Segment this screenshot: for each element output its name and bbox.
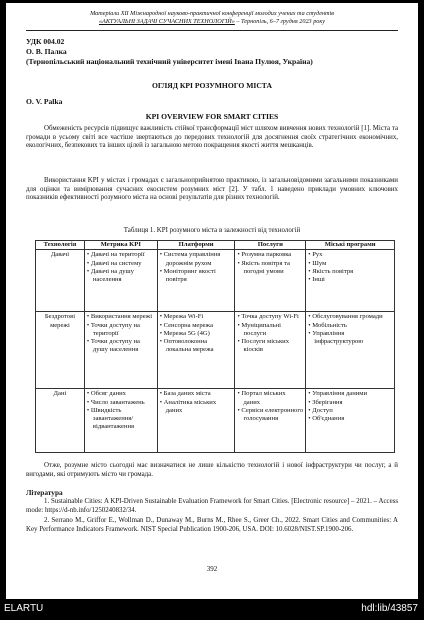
list-item: • Система управління дорожнім рухом — [160, 251, 233, 268]
table-header-row — [36, 241, 395, 250]
col-header: Міські програми — [306, 241, 395, 250]
list-item: • Рух — [308, 251, 392, 259]
conference-title: «АКТУАЛЬНІ ЗАДАЧІ СУЧАСНИХ ТЕХНОЛОГІЙ» — [98, 18, 235, 25]
list-item: • Швидкість завантаження/ відвантаження — [87, 407, 155, 432]
conference-date: – Тернопіль, 6–7 грудня 2023 року — [234, 18, 326, 25]
paragraph-3: Отже, розумне місто сьогодні має визначатися не лише кількістю технологій і нової інфраструктури чи послуг, а й вигодами, які отримують місто чи громада. — [26, 462, 398, 478]
tech-cell: Бездротові мережі — [36, 312, 85, 389]
list-item: • Шум — [308, 260, 392, 268]
list-item: • Давачі на території — [87, 251, 155, 259]
handle-id: hdl:lib/43857 — [361, 603, 418, 614]
list-item: • Мобільність — [308, 322, 392, 330]
list-item: • Муніципальні послуги — [237, 322, 303, 339]
list-item: • Точка доступу Wi-Fi — [237, 313, 303, 321]
title-ua: ОГЛЯД КРІ РОЗУМНОГО МІСТА — [152, 81, 272, 90]
running-header — [26, 10, 398, 26]
tech-cell: Давачі — [36, 250, 85, 312]
services-cell — [235, 389, 306, 453]
list-item: • База даних міста — [160, 390, 233, 398]
kpi-cell — [84, 389, 157, 453]
list-item: • Мережа 5G (4G) — [160, 330, 233, 338]
repository-name: ELARTU — [4, 603, 44, 614]
author-ua: О. В. Палка — [26, 47, 67, 56]
list-item: • Управління інфраструктурою — [308, 330, 392, 347]
list-item: • Обсяг даних — [87, 390, 155, 398]
udk-code: УДК 004.02 — [26, 37, 65, 46]
list-item: • Оптоволоконна локальна мережа — [160, 338, 233, 355]
table-caption: Таблиця 1. KPI розумного міста в залежності від технологій — [123, 227, 301, 234]
author-en: O. V. Palka — [26, 97, 63, 106]
platforms-cell — [157, 312, 235, 389]
list-item: • Портал міських даних — [237, 390, 303, 407]
list-item: • Управління даними — [308, 390, 392, 398]
services-cell — [235, 250, 306, 312]
list-item: • Точки доступу на території — [87, 322, 155, 339]
list-item: • Моніторинг якості повітря — [160, 268, 233, 285]
list-item: • Якість повітря та погодні умови — [237, 260, 303, 277]
reference-2: 2. Serrano M., Griffor E., Wollman D., Dunaway M., Burns M., Rhee S., Greer Ch., 2022. Smart Cities and Communities: A Key Performance Indicators Framework. NIST Special Publication 1900-206, USA. DOI: 10.6028/NIST.SP.1900-206. — [26, 517, 398, 533]
list-item: • Число завантажень — [87, 399, 155, 407]
reference-1: 1. Sustainable Cities: A KPI-Driven Sustainable Evaluation Framework for Smart Cities. [Electronic resource] – 2021. – Access mode: https://d-nb.info/1250240832/34. — [26, 498, 398, 514]
list-item: • Якість повітря — [308, 268, 392, 276]
page-number: 392 — [206, 565, 218, 573]
programs-cell — [306, 250, 395, 312]
paragraph-2: Використання KPI у містах і громадах є загальноприйнятою практикою, із загальновідомими загальними показниками для оцінки та вимірювання сучасних екосистем розумних міст [2]. У табл. 1 наведено приклади умовних ключових показників ефективності розумного міста на основі результатів для різних технологій. — [26, 177, 398, 202]
platforms-cell — [157, 389, 235, 453]
programs-cell — [306, 312, 395, 389]
list-item: • Давачі на систему — [87, 260, 155, 268]
list-item: • Доступ — [308, 407, 392, 415]
list-item: • Використання мережі — [87, 313, 155, 321]
list-item: • Обслуговування громади — [308, 313, 392, 321]
list-item: • Розумна парковка — [237, 251, 303, 259]
list-item: • Давачі на душу населення — [87, 268, 155, 285]
col-header: Послуги — [235, 241, 306, 250]
services-cell — [235, 312, 306, 389]
list-item: • Об'єднання — [308, 415, 392, 423]
list-item: • Аналітика міських даних — [160, 399, 233, 416]
list-item: • Точки доступу на душу населення — [87, 338, 155, 355]
col-header: Технологія — [36, 241, 85, 250]
tech-cell: Дані — [36, 389, 85, 453]
table-row — [36, 312, 395, 389]
affiliation: (Тернопільський національний технічний університет імені Івана Пулюя, Україна) — [26, 57, 313, 66]
table-row — [36, 389, 395, 453]
list-item: • Послуги міських кіосків — [237, 338, 303, 355]
list-item: • Сенсорна мережа — [160, 322, 233, 330]
title-en: KPI OVERVIEW FOR SMART CITIES — [145, 112, 279, 121]
programs-cell — [306, 389, 395, 453]
kpi-cell — [84, 250, 157, 312]
list-item: • Сервіси електронного голосування — [237, 407, 303, 424]
list-item: • Мережа Wi-Fi — [160, 313, 233, 321]
platforms-cell — [157, 250, 235, 312]
header-rule — [26, 30, 398, 31]
paper-page — [6, 3, 418, 599]
col-header: Метрика KPI — [84, 241, 157, 250]
header-line-2 — [26, 18, 398, 26]
col-header: Платформи — [157, 241, 235, 250]
viewer-footer — [0, 600, 424, 620]
paragraph-1: Обмеженість ресурсів підвищує важливість стійкої трансформації міст шляхом вивчення нових технологій [1]. Міста та громади в усьому світі все частіше звертаються до передових технологій для досягнення своїх стратегічних економічних, екологічних, безпекових та інших цілей із загальною метою покращення якості життя мешканців. — [26, 125, 398, 150]
list-item: • Інші — [308, 276, 392, 284]
kpi-cell — [84, 312, 157, 389]
literature-heading: Література — [26, 488, 63, 497]
kpi-table — [35, 240, 395, 453]
list-item: • Зберігання — [308, 399, 392, 407]
table-row — [36, 250, 395, 312]
header-line-1: Матеріали XII Міжнародної науково-практичної конференції молодих учених та студентів — [90, 10, 334, 17]
